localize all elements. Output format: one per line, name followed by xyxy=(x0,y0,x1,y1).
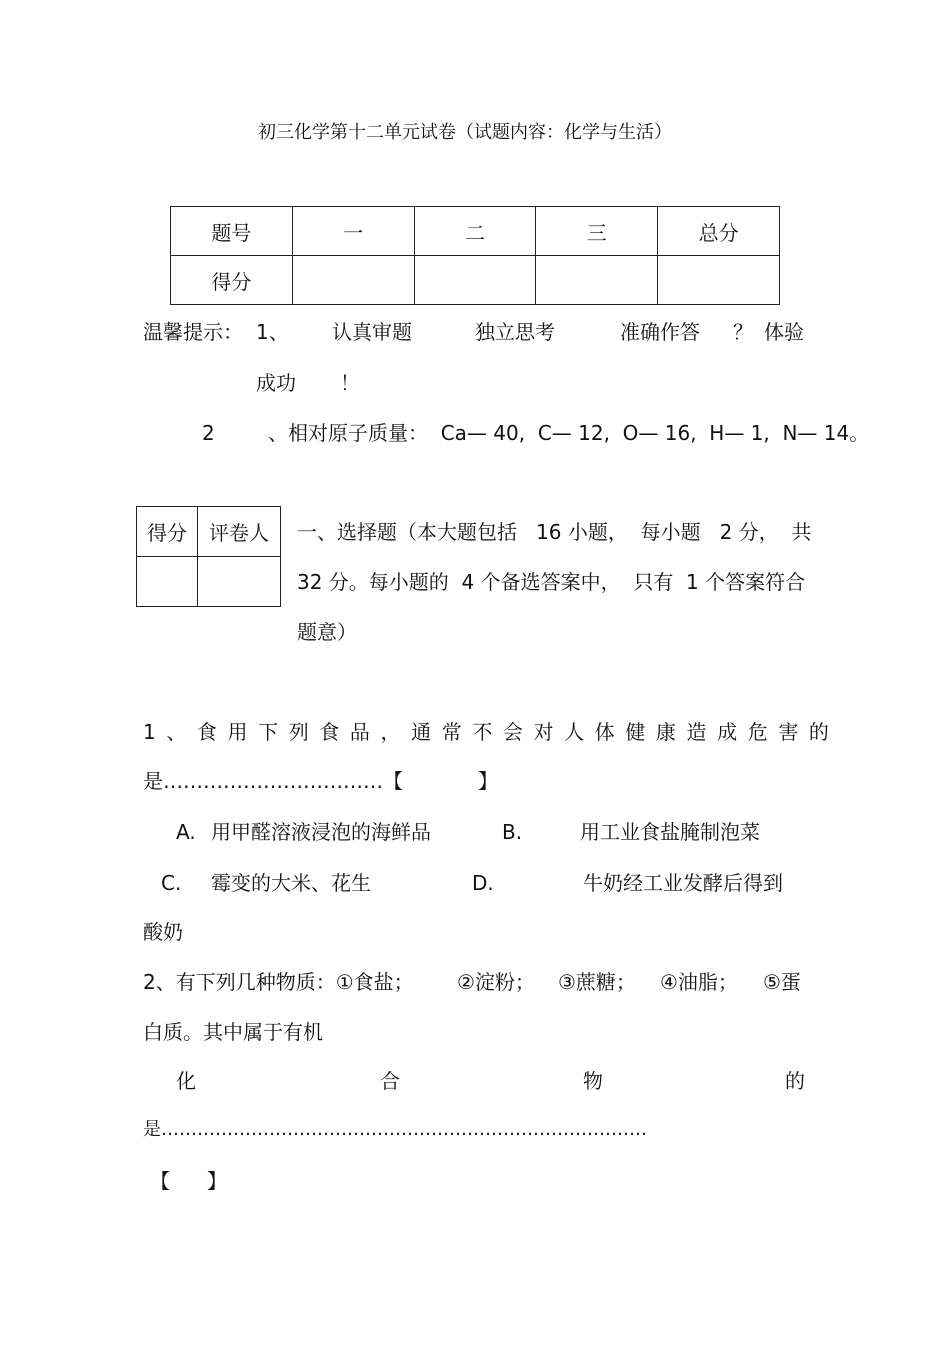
question-word: 物 xyxy=(583,1069,603,1093)
header-cell: 二 xyxy=(414,207,536,256)
answer-bracket: 【 xyxy=(150,1169,170,1193)
table-row xyxy=(171,207,780,256)
substance-item: ③蔗糖； xyxy=(558,970,636,994)
section-heading: 32 分。每小题的 4 个备选答案中， 只有 1 个答案符合 xyxy=(297,570,806,594)
table-row xyxy=(137,507,281,557)
tips-item: 认真审题 xyxy=(332,320,412,344)
answer-bracket: 】 xyxy=(207,1169,227,1193)
grader-name-header: 评卷人 xyxy=(198,507,281,557)
tips-item: 成功 xyxy=(256,371,296,395)
tips-item: 独立思考 xyxy=(475,320,555,344)
header-cell: 总分 xyxy=(658,207,780,256)
row-label-cell: 得分 xyxy=(171,256,293,305)
score-cell xyxy=(414,256,536,305)
atomic-mass-line: 、相对原子质量： Ca— 40, C— 12, O— 16, H— 1, N— 14。 xyxy=(268,421,870,445)
substance-item: ⑤蛋 xyxy=(763,970,801,994)
question-stem: 是……………………………【 xyxy=(143,769,403,793)
question-stem: 是……………………………………………………………………… xyxy=(143,1119,647,1140)
answer-bracket: 】 xyxy=(478,769,498,793)
score-table xyxy=(170,206,780,305)
option-label: B. xyxy=(502,820,523,844)
question-word: 的 xyxy=(785,1069,805,1093)
score-cell xyxy=(536,256,658,305)
grader-score-header: 得分 xyxy=(137,507,198,557)
tips-item: 准确作答 xyxy=(620,320,700,344)
tips-num1: 1、 xyxy=(256,320,289,344)
question-word: 合 xyxy=(380,1069,400,1093)
question-stem: 白质。其中属于有机 xyxy=(143,1020,323,1044)
section-heading: 题意） xyxy=(297,620,357,644)
page-title: 初三化学第十二单元试卷（试题内容：化学与生活） xyxy=(258,122,672,143)
score-cell xyxy=(292,256,414,305)
option-label: C. xyxy=(161,871,182,895)
tips-exclamation: ！ xyxy=(340,371,360,395)
option-text: 用工业食盐腌制泡菜 xyxy=(580,820,760,844)
substance-item: ④油脂； xyxy=(660,970,738,994)
tips-item: 体验 xyxy=(764,320,804,344)
question-stem: 2、有下列几种物质：①食盐； xyxy=(143,970,414,994)
header-cell: 一 xyxy=(292,207,414,256)
section-heading: 一、选择题（本大题包括 16 小题， 每小题 2 分， 共 xyxy=(297,520,812,544)
option-text: 牛奶经工业发酵后得到 xyxy=(583,871,783,895)
tips-label: 温馨提示： xyxy=(143,320,243,344)
table-row xyxy=(137,557,281,607)
tips-num2: 2 xyxy=(202,421,215,445)
option-text: 酸奶 xyxy=(143,920,183,944)
option-text: 霉变的大米、花生 xyxy=(211,871,371,895)
grader-table xyxy=(136,506,281,607)
header-cell: 三 xyxy=(536,207,658,256)
option-label: D. xyxy=(472,871,494,895)
table-row xyxy=(171,256,780,305)
substance-item: ②淀粉； xyxy=(457,970,535,994)
option-text: 用甲醛溶液浸泡的海鲜品 xyxy=(211,820,431,844)
grader-score-cell xyxy=(137,557,198,607)
tips-question-mark: ？ xyxy=(733,320,753,344)
score-cell xyxy=(658,256,780,305)
option-label: A. xyxy=(176,820,196,844)
grader-name-cell xyxy=(198,557,281,607)
question-word: 化 xyxy=(176,1069,196,1093)
question-stem: 1、食用下列食品，通常不会对人体健康造成危害的 xyxy=(143,720,840,744)
header-cell: 题号 xyxy=(171,207,293,256)
